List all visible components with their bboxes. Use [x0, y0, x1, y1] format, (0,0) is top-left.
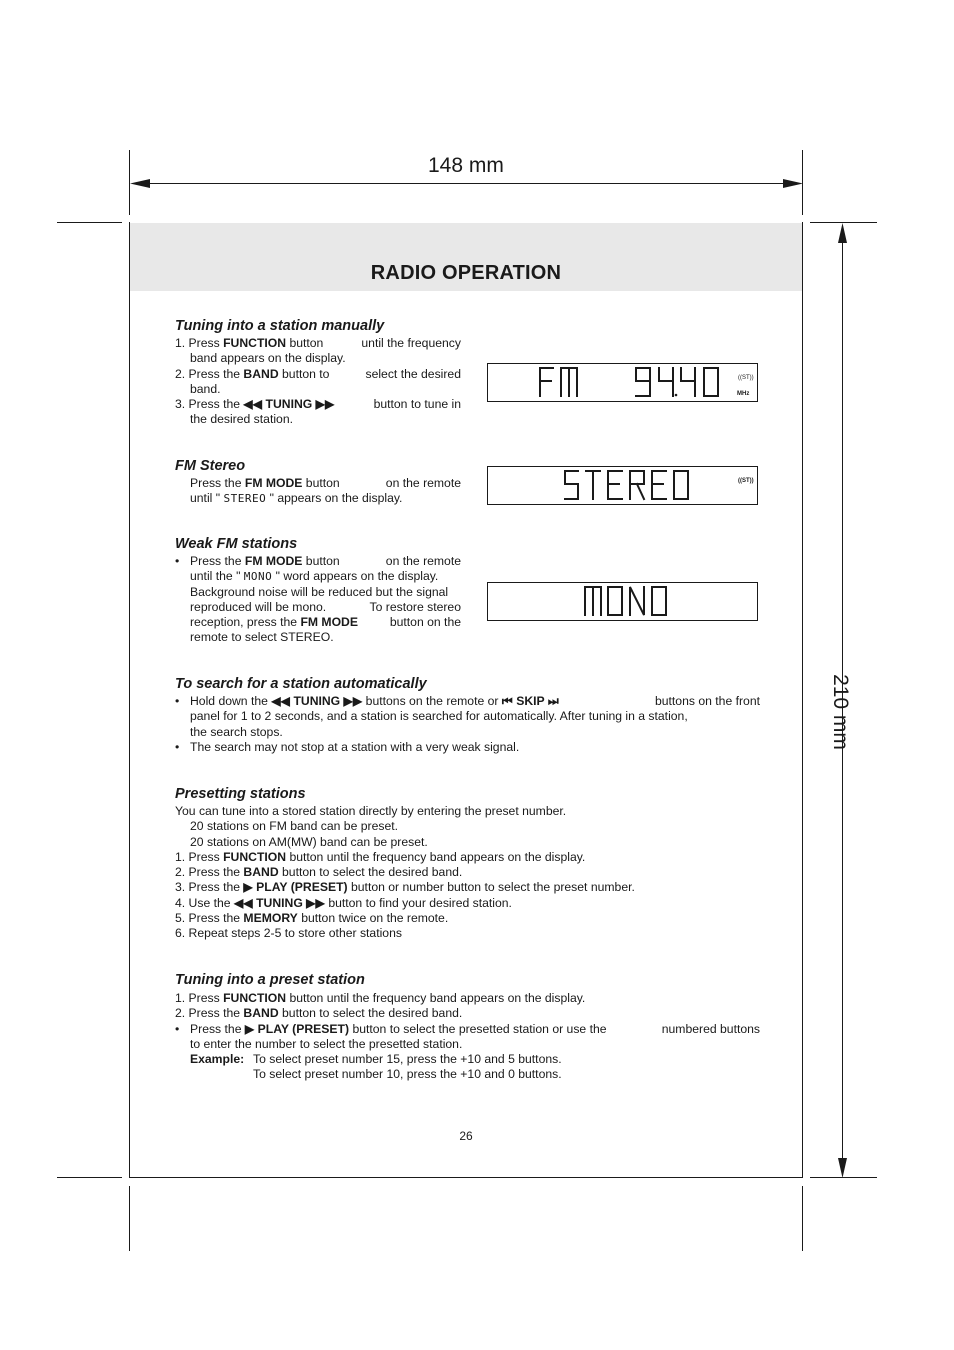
heading-manual: Tuning into a station manually: [175, 318, 385, 334]
weak-line-5b: button on the: [389, 615, 461, 630]
page-border-bottom: [129, 1177, 803, 1178]
preset-intro: You can tune into a stored station directly by entering the preset number.: [175, 804, 567, 818]
weak-line-3: Background noise will be reduced but the signal: [190, 584, 449, 599]
tp-line-2: to enter the number to select the presetted station.: [190, 1036, 463, 1051]
weak-line-2: until the " MONO " word appears on the display.: [190, 569, 439, 584]
tuning-preset-text: [175, 991, 760, 1083]
arrow-up-icon: [837, 223, 848, 243]
height-label: 210 mm: [829, 674, 852, 750]
lcd-display-stereo: [487, 466, 758, 505]
search-text: [175, 694, 760, 755]
arrow-right-icon: [783, 178, 803, 189]
stereo-indicator-2: ((ST)): [738, 478, 754, 484]
page-border-right: [802, 222, 803, 1178]
lcd-display-mono: [487, 582, 758, 621]
arrow-left-icon: [130, 178, 150, 189]
weak-line-6: remote to select STEREO.: [190, 630, 334, 645]
search-line-1b: buttons on the front: [654, 694, 760, 708]
stereo-line-2: until " STEREO " appears on the display.: [190, 491, 403, 506]
crop-line-left-bottom: [129, 1186, 130, 1251]
step-1-tail: until the frequency: [361, 336, 461, 350]
tp-step-2: 2. Press the BAND button to select the desired band.: [175, 1006, 463, 1021]
heading-stereo: FM Stereo: [175, 458, 246, 474]
stereo-line-1b: on the remote: [385, 476, 461, 490]
preset-step-2: 2. Press the BAND button to select the desired band.: [175, 865, 463, 880]
weak-line-4a: reproduced will be mono.: [190, 599, 327, 614]
stereo-text: [190, 476, 461, 507]
step-1-cont: band appears on the display.: [190, 351, 346, 366]
heading-weak: Weak FM stations: [175, 536, 298, 552]
lcd-stereo-segments: [488, 467, 757, 504]
arrow-down-icon: [837, 1158, 848, 1178]
step-1-text: 1. Press FUNCTION button: [175, 336, 324, 350]
crop-line-right-bottom: [802, 1186, 803, 1251]
step-2-text: 2. Press the BAND button to: [175, 366, 330, 381]
heading-search: To search for a station automatically: [175, 676, 427, 692]
width-dimension-line: [140, 183, 792, 184]
search-line-1a: • Hold down the ◀◀ TUNING ▶▶ buttons on the remote or ⏮ SKIP ⏭: [175, 694, 559, 708]
search-line-3: the search stops.: [190, 724, 283, 739]
step-3-tail: button to tune in: [373, 397, 461, 412]
preset-step-1: 1. Press FUNCTION button until the frequency band appears on the display.: [175, 849, 586, 864]
mono-inline-seg: MONO: [243, 570, 273, 584]
stereo-indicator: ((ST)): [738, 375, 754, 381]
tp-bullet-1: [175, 1022, 760, 1037]
example-1: To select preset number 15, press the +10 and 5 buttons.: [253, 1052, 562, 1067]
preset-text: [175, 804, 775, 942]
weak-line-1a: • Press the FM MODE button: [175, 554, 340, 568]
weak-line-4b: To restore stereo: [369, 599, 461, 614]
search-line-2: panel for 1 to 2 seconds, and a station is searched for automatically. After tuning in a station,: [190, 709, 688, 724]
stereo-line-1a: Press the FM MODE button: [190, 476, 340, 490]
example-2: To select preset number 10, press the +10 and 0 buttons.: [253, 1067, 562, 1082]
step-3-text: 3. Press the ◀◀ TUNING ▶▶: [175, 397, 335, 412]
mhz-label: MHz: [737, 391, 750, 397]
preset-fm: 20 stations on FM band can be preset.: [190, 819, 398, 834]
tp-example: [175, 1052, 760, 1067]
manual-steps: [175, 336, 461, 428]
preset-step-4: 4. Use the ◀◀ TUNING ▶▶ button to find your desired station.: [175, 895, 512, 910]
tp-line-1a: • Press the ▶ PLAY (PRESET) button to select the presetted station or use the: [175, 1021, 607, 1036]
weak-line-1b: on the remote: [385, 554, 461, 568]
preset-step-3: 3. Press the ▶ PLAY (PRESET) button or number button to select the preset number.: [175, 880, 635, 895]
width-label: 148 mm: [428, 154, 504, 177]
weak-line-5a: reception, press the FM MODE: [190, 615, 358, 630]
crop-line-bottom-left: [57, 1177, 122, 1178]
page-number: 26: [459, 1129, 473, 1143]
heading-tuning-preset: Tuning into a preset station: [175, 972, 365, 988]
search-bullet-2: • The search may not stop at a station with a very weak signal.: [175, 739, 520, 754]
stereo-inline-seg: STEREO: [223, 492, 267, 506]
example-label: Example:: [190, 1052, 245, 1067]
weak-text: [175, 554, 461, 646]
lcd-fm-segments: [488, 364, 757, 401]
tp-line-1b: numbered buttons: [661, 1021, 760, 1036]
step-2-cont: band.: [190, 381, 221, 396]
page-border-left: [129, 222, 130, 1178]
crop-line-top-left: [57, 222, 122, 223]
page-title: RADIO OPERATION: [370, 262, 562, 284]
tp-step-1: 1. Press FUNCTION button until the frequency band appears on the display.: [175, 991, 586, 1005]
lcd-display-fm: [487, 363, 758, 402]
heading-preset: Presetting stations: [175, 786, 306, 802]
step-2-tail: select the desired: [365, 366, 461, 381]
step-3-cont: the desired station.: [190, 412, 293, 427]
preset-step-5: 5. Press the MEMORY button twice on the remote.: [175, 911, 449, 926]
lcd-mono-segments: [488, 583, 757, 620]
search-line-4: The search may not stop at a station with a very weak signal.: [190, 739, 520, 754]
preset-am: 20 stations on AM(MW) band can be preset.: [190, 834, 428, 849]
preset-step-6: 6. Repeat steps 2-5 to store other stations: [175, 926, 402, 941]
